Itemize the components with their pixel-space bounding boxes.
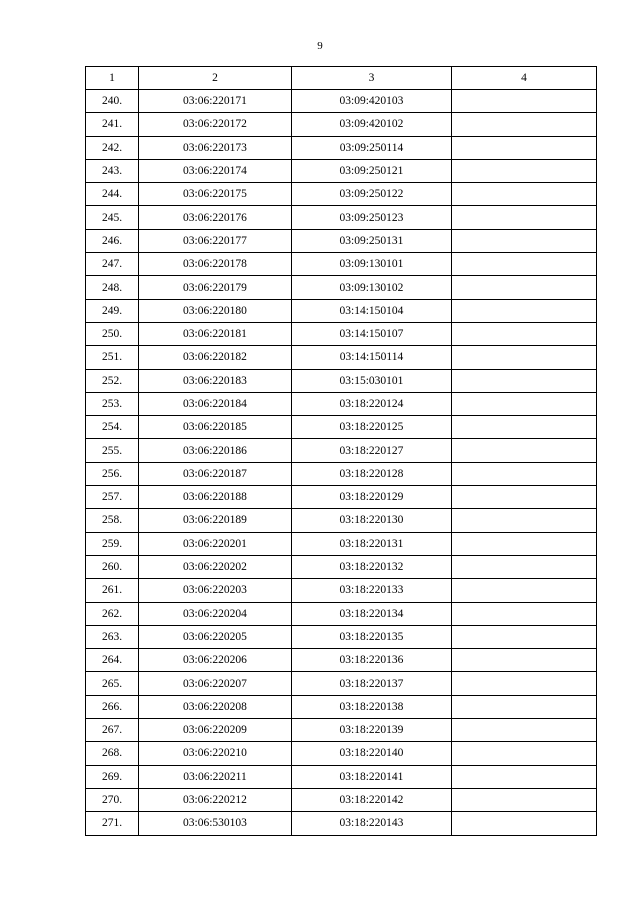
code-cell-col2: 03:06:530103 [139, 812, 292, 835]
empty-cell-col4 [452, 579, 597, 602]
code-cell-col3: 03:18:220137 [292, 672, 452, 695]
code-cell-col2: 03:06:220183 [139, 369, 292, 392]
code-cell-col2: 03:06:220189 [139, 509, 292, 532]
empty-cell-col4 [452, 206, 597, 229]
empty-cell-col4 [452, 276, 597, 299]
table-row [86, 346, 597, 369]
code-cell-col3: 03:18:220129 [292, 486, 452, 509]
code-cell-col2: 03:06:220204 [139, 602, 292, 625]
code-cell-col3: 03:09:130102 [292, 276, 452, 299]
table-row [86, 579, 597, 602]
table-row [86, 90, 597, 113]
code-cell-col3: 03:09:130101 [292, 253, 452, 276]
row-number-cell: 240. [86, 90, 139, 113]
code-cell-col3: 03:14:150104 [292, 299, 452, 322]
empty-cell-col4 [452, 672, 597, 695]
code-cell-col2: 03:06:220209 [139, 719, 292, 742]
empty-cell-col4 [452, 369, 597, 392]
table-row [86, 602, 597, 625]
row-number-cell: 256. [86, 462, 139, 485]
code-cell-col2: 03:06:220207 [139, 672, 292, 695]
code-cell-col2: 03:06:220211 [139, 765, 292, 788]
table-row [86, 299, 597, 322]
code-cell-col2: 03:06:220210 [139, 742, 292, 765]
empty-cell-col4 [452, 602, 597, 625]
table-row [86, 322, 597, 345]
row-number-cell: 255. [86, 439, 139, 462]
empty-cell-col4 [452, 253, 597, 276]
table-row [86, 439, 597, 462]
empty-cell-col4 [452, 416, 597, 439]
empty-cell-col4 [452, 392, 597, 415]
row-number-cell: 251. [86, 346, 139, 369]
column-header-1: 1 [86, 67, 139, 90]
code-cell-col3: 03:18:220133 [292, 579, 452, 602]
table-row [86, 788, 597, 811]
empty-cell-col4 [452, 695, 597, 718]
code-cell-col2: 03:06:220173 [139, 136, 292, 159]
page-number: 9 [317, 40, 323, 52]
row-number-cell: 258. [86, 509, 139, 532]
code-cell-col2: 03:06:220208 [139, 695, 292, 718]
code-cell-col2: 03:06:220178 [139, 253, 292, 276]
table-row [86, 765, 597, 788]
code-cell-col3: 03:09:250121 [292, 159, 452, 182]
code-cell-col2: 03:06:220179 [139, 276, 292, 299]
code-cell-col3: 03:18:220127 [292, 439, 452, 462]
row-number-cell: 250. [86, 322, 139, 345]
row-number-cell: 267. [86, 719, 139, 742]
code-cell-col2: 03:06:220177 [139, 229, 292, 252]
code-cell-col2: 03:06:220181 [139, 322, 292, 345]
code-cell-col3: 03:09:250131 [292, 229, 452, 252]
code-cell-col3: 03:18:220130 [292, 509, 452, 532]
code-cell-col3: 03:18:220138 [292, 695, 452, 718]
code-cell-col3: 03:09:250123 [292, 206, 452, 229]
code-cell-col2: 03:06:220185 [139, 416, 292, 439]
table-row [86, 486, 597, 509]
table-row [86, 812, 597, 835]
row-number-cell: 243. [86, 159, 139, 182]
table-row [86, 555, 597, 578]
code-cell-col3: 03:18:220128 [292, 462, 452, 485]
empty-cell-col4 [452, 555, 597, 578]
code-cell-col3: 03:18:220136 [292, 649, 452, 672]
table-row [86, 625, 597, 648]
row-number-cell: 259. [86, 532, 139, 555]
row-number-cell: 244. [86, 183, 139, 206]
row-number-cell: 262. [86, 602, 139, 625]
row-number-cell: 241. [86, 113, 139, 136]
table-header-row [86, 67, 597, 90]
table-row [86, 742, 597, 765]
empty-cell-col4 [452, 649, 597, 672]
table-row [86, 369, 597, 392]
empty-cell-col4 [452, 113, 597, 136]
code-cell-col3: 03:18:220142 [292, 788, 452, 811]
code-cell-col2: 03:06:220175 [139, 183, 292, 206]
empty-cell-col4 [452, 322, 597, 345]
empty-cell-col4 [452, 625, 597, 648]
table-row [86, 649, 597, 672]
code-cell-col2: 03:06:220187 [139, 462, 292, 485]
empty-cell-col4 [452, 765, 597, 788]
row-number-cell: 242. [86, 136, 139, 159]
code-cell-col3: 03:14:150114 [292, 346, 452, 369]
code-cell-col3: 03:18:220135 [292, 625, 452, 648]
empty-cell-col4 [452, 532, 597, 555]
row-number-cell: 260. [86, 555, 139, 578]
code-cell-col2: 03:06:220176 [139, 206, 292, 229]
code-cell-col2: 03:06:220201 [139, 532, 292, 555]
table-row [86, 183, 597, 206]
code-cell-col3: 03:18:220141 [292, 765, 452, 788]
row-number-cell: 263. [86, 625, 139, 648]
empty-cell-col4 [452, 788, 597, 811]
table-row [86, 672, 597, 695]
code-cell-col2: 03:06:220171 [139, 90, 292, 113]
table-row [86, 136, 597, 159]
row-number-cell: 257. [86, 486, 139, 509]
code-cell-col3: 03:09:250122 [292, 183, 452, 206]
code-cell-col2: 03:06:220174 [139, 159, 292, 182]
code-cell-col2: 03:06:220180 [139, 299, 292, 322]
empty-cell-col4 [452, 136, 597, 159]
code-cell-col2: 03:06:220182 [139, 346, 292, 369]
row-number-cell: 264. [86, 649, 139, 672]
table-row [86, 719, 597, 742]
code-cell-col2: 03:06:220203 [139, 579, 292, 602]
code-cell-col2: 03:06:220172 [139, 113, 292, 136]
empty-cell-col4 [452, 90, 597, 113]
column-header-2: 2 [139, 67, 292, 90]
empty-cell-col4 [452, 462, 597, 485]
row-number-cell: 248. [86, 276, 139, 299]
row-number-cell: 246. [86, 229, 139, 252]
empty-cell-col4 [452, 509, 597, 532]
table-row [86, 509, 597, 532]
row-number-cell: 254. [86, 416, 139, 439]
row-number-cell: 271. [86, 812, 139, 835]
empty-cell-col4 [452, 719, 597, 742]
row-number-cell: 265. [86, 672, 139, 695]
row-number-cell: 249. [86, 299, 139, 322]
empty-cell-col4 [452, 299, 597, 322]
code-cell-col3: 03:18:220132 [292, 555, 452, 578]
empty-cell-col4 [452, 159, 597, 182]
column-header-4: 4 [452, 67, 597, 90]
table-row [86, 113, 597, 136]
data-table [85, 66, 597, 836]
table-row [86, 532, 597, 555]
row-number-cell: 247. [86, 253, 139, 276]
empty-cell-col4 [452, 183, 597, 206]
code-cell-col3: 03:18:220131 [292, 532, 452, 555]
row-number-cell: 261. [86, 579, 139, 602]
code-cell-col3: 03:14:150107 [292, 322, 452, 345]
row-number-cell: 270. [86, 788, 139, 811]
row-number-cell: 268. [86, 742, 139, 765]
code-cell-col3: 03:09:420103 [292, 90, 452, 113]
code-cell-col3: 03:18:220140 [292, 742, 452, 765]
empty-cell-col4 [452, 742, 597, 765]
code-cell-col3: 03:18:220134 [292, 602, 452, 625]
empty-cell-col4 [452, 439, 597, 462]
code-cell-col2: 03:06:220188 [139, 486, 292, 509]
code-cell-col2: 03:06:220205 [139, 625, 292, 648]
table-body [86, 90, 597, 836]
table-row [86, 276, 597, 299]
table-row [86, 392, 597, 415]
empty-cell-col4 [452, 229, 597, 252]
table-row [86, 159, 597, 182]
empty-cell-col4 [452, 486, 597, 509]
code-cell-col3: 03:18:220139 [292, 719, 452, 742]
table-row [86, 206, 597, 229]
row-number-cell: 269. [86, 765, 139, 788]
row-number-cell: 245. [86, 206, 139, 229]
row-number-cell: 253. [86, 392, 139, 415]
table-row [86, 416, 597, 439]
code-cell-col3: 03:18:220125 [292, 416, 452, 439]
code-cell-col2: 03:06:220186 [139, 439, 292, 462]
code-cell-col3: 03:15:030101 [292, 369, 452, 392]
row-number-cell: 266. [86, 695, 139, 718]
empty-cell-col4 [452, 812, 597, 835]
code-cell-col2: 03:06:220212 [139, 788, 292, 811]
code-cell-col2: 03:06:220202 [139, 555, 292, 578]
table-row [86, 462, 597, 485]
row-number-cell: 252. [86, 369, 139, 392]
code-cell-col3: 03:18:220124 [292, 392, 452, 415]
code-cell-col3: 03:18:220143 [292, 812, 452, 835]
table-row [86, 229, 597, 252]
column-header-3: 3 [292, 67, 452, 90]
table-row [86, 253, 597, 276]
empty-cell-col4 [452, 346, 597, 369]
table-row [86, 695, 597, 718]
code-cell-col3: 03:09:250114 [292, 136, 452, 159]
code-cell-col2: 03:06:220206 [139, 649, 292, 672]
code-cell-col2: 03:06:220184 [139, 392, 292, 415]
code-cell-col3: 03:09:420102 [292, 113, 452, 136]
